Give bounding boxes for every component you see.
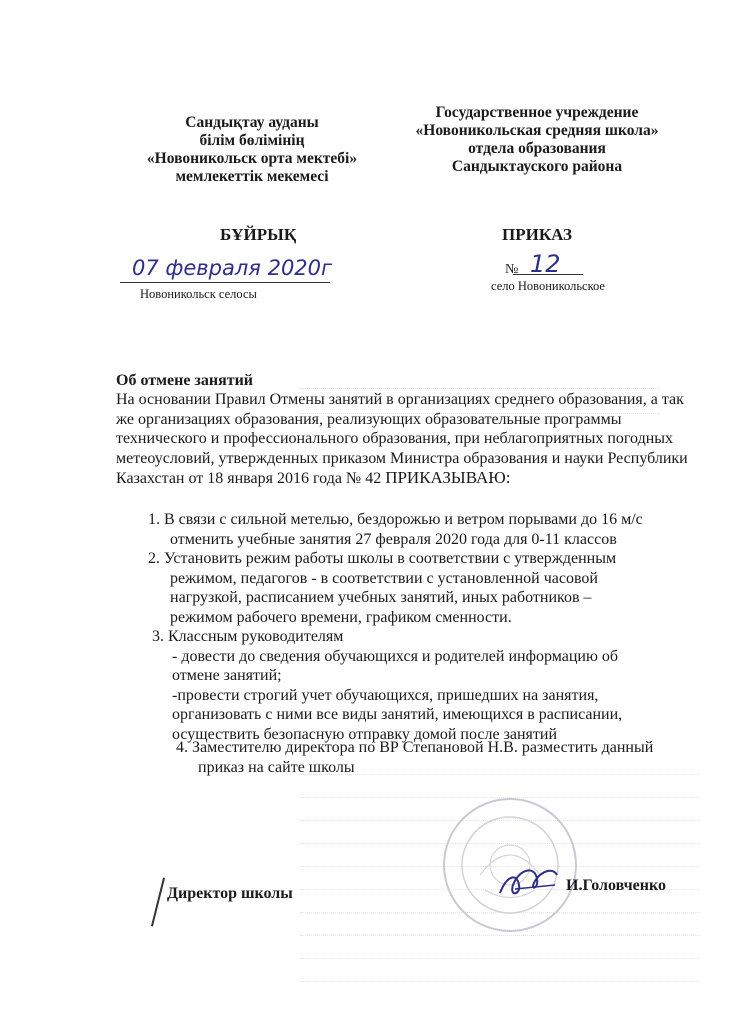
order-item-2: [148, 549, 616, 627]
item-line: 1. В связи с сильной метелью, бездорожью и ветром порывами до 16 м/с: [148, 511, 643, 528]
item-line: 2. Установить режим работы школы в соответствии с утвержденным: [148, 550, 617, 567]
doc-type-kz: БҰЙРЫҚ: [220, 225, 297, 244]
header-left-kz: [112, 114, 392, 186]
order-word: ПРИКАЗЫВАЮ:: [385, 468, 511, 487]
number-underline: [513, 274, 583, 275]
item-line: осуществить безопасную отправку домой после занятий: [172, 725, 558, 743]
order-item-4: [176, 738, 653, 777]
signature: [495, 855, 565, 905]
place-kz: Новоникольск селосы: [140, 287, 257, 301]
item-line: приказ на сайте школы: [198, 758, 355, 776]
header-left-line: білім бөлімінің: [199, 132, 305, 149]
item-line: организовать с ними все виды занятий, имеющихся в расписании,: [172, 706, 623, 723]
header-right-line: Сандыктауского района: [451, 158, 623, 175]
place-ru: село Новоникольское: [491, 279, 605, 293]
item-line: режимом рабочего времени, графиком сменности.: [170, 608, 512, 626]
doc-type-ru: ПРИКАЗ: [502, 225, 572, 244]
order-item-1: [148, 510, 643, 549]
order-preamble: [116, 390, 691, 489]
header-right-ru: [392, 104, 682, 176]
item-line: - довести до сведения обучающихся и родителей информацию об: [172, 647, 619, 665]
header-left-line: «Новоникольск орта мектебі»: [146, 150, 358, 167]
item-line: отмене занятий;: [172, 667, 282, 684]
handwritten-date: 07 февраля 2020г: [132, 256, 333, 280]
item-line: 4. Заместителю директора по ВР Степановой Н.В. разместить данный: [176, 739, 654, 756]
order-subject: Об отмене занятий: [116, 372, 254, 389]
preamble-text: На основании Правил Отмены занятий в организациях среднего образования, а так же организациях образования, реализующих образовательные программы технического и профессионального образования, при неблагоприятных погодных метеоусловий, утвержденных приказом Министра образования и науки Республики Казахстан от 18 января 2016 года № 42: [116, 391, 688, 487]
item-line: режимом, педагогов - в соответствии с установленной часовой: [170, 569, 598, 587]
header-right-line: Государственное учреждение: [435, 104, 639, 121]
item-line: 3. Классным руководителям: [152, 628, 344, 645]
header-left-line: Сандықтау ауданы: [185, 114, 319, 131]
header-right-line: отдела образования: [468, 140, 606, 157]
director-slash: [151, 878, 165, 927]
director-label: Директор школы: [167, 885, 293, 902]
header-right-line: «Новоникольская средняя школа»: [415, 122, 659, 139]
handwritten-number: 12: [530, 250, 561, 278]
item-line: -провести строгий учет обучающихся, пришедших на занятия,: [172, 686, 599, 704]
item-line: отменить учебные занятия 27 февраля 2020 года для 0-11 классов: [170, 530, 617, 548]
director-name: И.Головченко: [566, 877, 666, 894]
order-item-3: [152, 627, 622, 744]
item-line: нагрузкой, расписанием учебных занятий, иных работников –: [170, 589, 592, 606]
date-underline: [120, 282, 330, 283]
header-left-line: мемлекеттік мекемесі: [175, 168, 329, 185]
number-sign: №: [505, 262, 519, 277]
